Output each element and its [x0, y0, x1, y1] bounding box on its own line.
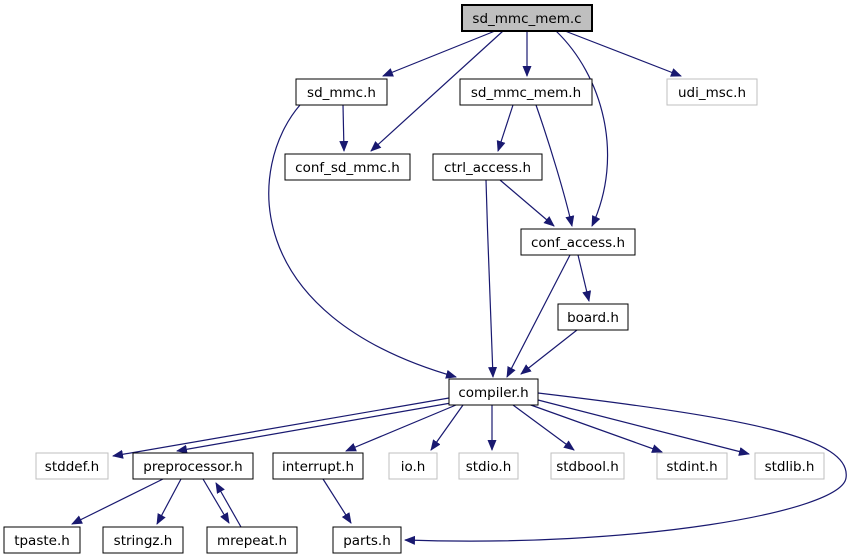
node-conf_access_h[interactable]	[521, 229, 635, 255]
node-label-udi_msc_h: udi_msc.h	[677, 84, 747, 101]
node-label-stddef_h: stddef.h	[44, 458, 100, 475]
node-sd_mmc_mem_c	[462, 5, 592, 31]
node-label-conf_access_h: conf_access.h	[530, 234, 626, 251]
node-stdint_h	[657, 453, 727, 479]
edge-board_h-compiler_h	[521, 330, 577, 374]
node-label-stdio_h: stdio.h	[465, 458, 512, 475]
node-label-sd_mmc_mem_h: sd_mmc_mem.h	[470, 84, 582, 101]
node-mrepeat_h[interactable]	[207, 527, 297, 553]
node-ctrl_access_h[interactable]	[433, 154, 542, 180]
node-io_h	[389, 453, 437, 479]
node-label-io_h: io.h	[400, 458, 426, 475]
edge-sd_mmc_h-conf_sd_mmc_h	[343, 105, 344, 151]
node-label-stringz_h: stringz.h	[113, 532, 173, 549]
edge-preprocessor_h-mrepeat_h	[203, 479, 229, 523]
node-label-sd_mmc_mem_c: sd_mmc_mem.c	[472, 10, 582, 27]
edge-compiler_h-stddef_h	[113, 398, 449, 456]
node-label-stdint_h: stdint.h	[666, 458, 718, 475]
node-label-preprocessor_h: preprocessor.h	[143, 458, 243, 475]
edge-sd_mmc_h-compiler_h	[269, 105, 456, 377]
node-stdbool_h	[551, 453, 624, 479]
node-tpaste_h[interactable]	[4, 527, 80, 553]
edge-compiler_h-stdint_h	[528, 404, 662, 452]
node-label-ctrl_access_h: ctrl_access.h	[443, 159, 532, 176]
node-conf_sd_mmc_h[interactable]	[285, 154, 410, 180]
node-preprocessor_h[interactable]	[133, 453, 253, 479]
node-stringz_h[interactable]	[103, 527, 183, 553]
edge-sd_mmc_mem_c-conf_access_h	[556, 31, 608, 226]
node-parts_h[interactable]	[333, 527, 401, 553]
edge-preprocessor_h-stringz_h	[157, 479, 181, 524]
node-stdlib_h	[755, 453, 824, 479]
node-label-board_h: board.h	[567, 309, 619, 326]
edge-mrepeat_h-preprocessor_h	[216, 483, 241, 527]
node-label-interrupt_h: interrupt.h	[281, 458, 355, 475]
edge-compiler_h-stdbool_h	[513, 405, 574, 450]
node-stddef_h	[36, 453, 108, 479]
node-label-mrepeat_h: mrepeat.h	[217, 532, 287, 549]
node-label-tpaste_h: tpaste.h	[14, 532, 70, 549]
node-sd_mmc_h[interactable]	[296, 79, 387, 105]
edge-sd_mmc_mem_h-ctrl_access_h	[498, 105, 513, 151]
edge-sd_mmc_mem_c-udi_msc_h	[565, 31, 681, 76]
node-label-conf_sd_mmc_h: conf_sd_mmc.h	[295, 159, 400, 176]
node-interrupt_h[interactable]	[273, 453, 363, 479]
edge-interrupt_h-parts_h	[323, 479, 351, 523]
node-board_h[interactable]	[558, 304, 628, 330]
node-stdio_h	[459, 453, 518, 479]
edge-ctrl_access_h-compiler_h	[486, 180, 493, 377]
edge-compiler_h-io_h	[431, 405, 463, 450]
node-label-stdbool_h: stdbool.h	[556, 458, 619, 475]
node-label-stdlib_h: stdlib.h	[764, 458, 815, 475]
edge-compiler_h-preprocessor_h	[177, 403, 451, 451]
node-label-sd_mmc_h: sd_mmc.h	[307, 84, 376, 101]
node-sd_mmc_mem_h[interactable]	[460, 79, 592, 105]
node-label-parts_h: parts.h	[343, 532, 391, 549]
node-udi_msc_h	[667, 79, 757, 105]
node-label-compiler_h: compiler.h	[458, 384, 529, 401]
edge-preprocessor_h-tpaste_h	[72, 479, 163, 524]
edge-conf_access_h-board_h	[578, 255, 589, 301]
node-compiler_h[interactable]	[449, 379, 538, 405]
edge-ctrl_access_h-conf_access_h	[500, 180, 554, 226]
